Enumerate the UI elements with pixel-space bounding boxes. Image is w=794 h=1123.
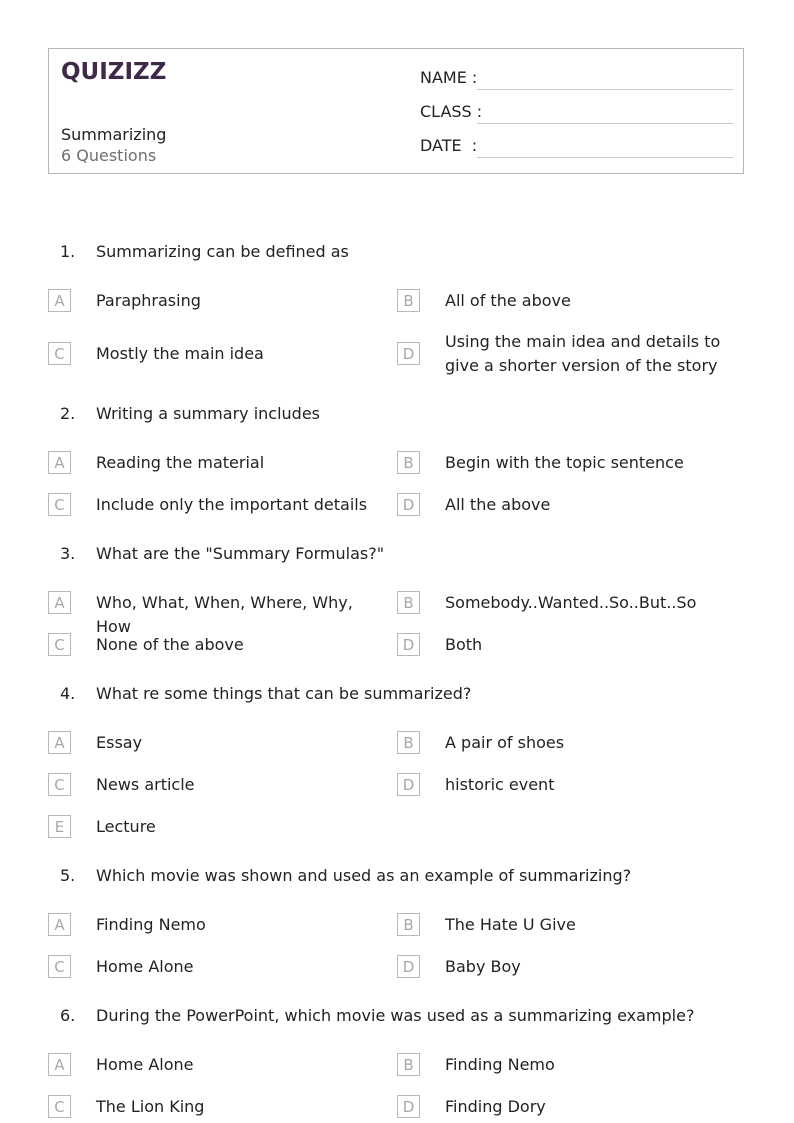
option-text: Include only the important details xyxy=(96,495,368,514)
option-letter-box[interactable]: B xyxy=(397,451,420,474)
question-text: Writing a summary includes xyxy=(96,404,321,423)
class-label: CLASS : xyxy=(420,102,483,121)
question-text: During the PowerPoint, which movie was used as a summarizing example? xyxy=(96,1006,695,1025)
option-text: A pair of shoes xyxy=(445,733,565,752)
option-letter-box[interactable]: C xyxy=(48,955,71,978)
option-text: Paraphrasing xyxy=(96,291,201,310)
option-text: Mostly the main idea xyxy=(96,344,264,363)
question-number: 6. xyxy=(60,1006,76,1025)
name-line[interactable] xyxy=(477,89,733,90)
question-count: 6 Questions xyxy=(61,146,157,165)
option-letter-box[interactable]: D xyxy=(397,493,420,516)
option-letter-box[interactable]: C xyxy=(48,633,71,656)
option-letter-box[interactable]: B xyxy=(397,913,420,936)
question-number: 5. xyxy=(60,866,76,885)
option-text: historic event xyxy=(445,775,555,794)
option-letter-box[interactable]: D xyxy=(397,773,420,796)
option-text: All of the above xyxy=(445,291,571,310)
name-label: NAME : xyxy=(420,68,478,87)
date-line[interactable] xyxy=(477,157,733,158)
question-number: 2. xyxy=(60,404,76,423)
question-number: 3. xyxy=(60,544,76,563)
option-letter-box[interactable]: D xyxy=(397,1095,420,1118)
option-text: Using the main idea and details to give a shorter version of the story xyxy=(445,332,721,375)
option-letter-box[interactable]: C xyxy=(48,493,71,516)
question-text: What re some things that can be summarized? xyxy=(96,684,472,703)
option-letter-box[interactable]: B xyxy=(397,731,420,754)
option-text: The Hate U Give xyxy=(445,915,576,934)
option-text: Finding Nemo xyxy=(96,915,206,934)
option-text: News article xyxy=(96,775,195,794)
question-number: 1. xyxy=(60,242,76,261)
option-letter-box[interactable]: A xyxy=(48,451,71,474)
worksheet-title: Summarizing xyxy=(61,125,167,144)
quizizz-logo: QUIZIZZ xyxy=(61,59,167,85)
question-number: 4. xyxy=(60,684,76,703)
question-text: Summarizing can be defined as xyxy=(96,242,349,261)
option-letter-box[interactable]: A xyxy=(48,1053,71,1076)
option-text: Finding Dory xyxy=(445,1097,546,1116)
option-text: None of the above xyxy=(96,635,244,654)
option-text: Lecture xyxy=(96,817,156,836)
option-letter-box[interactable]: A xyxy=(48,731,71,754)
question-text: Which movie was shown and used as an example of summarizing? xyxy=(96,866,632,885)
option-text: The Lion King xyxy=(96,1097,205,1116)
date-label: DATE : xyxy=(420,136,478,155)
option-text: Essay xyxy=(96,733,143,752)
question-text: What are the "Summary Formulas?" xyxy=(96,544,385,563)
option-text: Finding Nemo xyxy=(445,1055,555,1074)
option-letter-box[interactable]: A xyxy=(48,591,71,614)
option-letter-box[interactable]: B xyxy=(397,1053,420,1076)
option-letter-box[interactable]: A xyxy=(48,289,71,312)
option-letter-box[interactable]: C xyxy=(48,773,71,796)
option-letter-box[interactable]: D xyxy=(397,342,420,365)
worksheet-header xyxy=(48,48,744,174)
option-letter-box[interactable]: B xyxy=(397,591,420,614)
option-text: Home Alone xyxy=(96,957,194,976)
option-letter-box[interactable]: B xyxy=(397,289,420,312)
option-letter-box[interactable]: D xyxy=(397,633,420,656)
option-letter-box[interactable]: C xyxy=(48,342,71,365)
option-text: Who, What, When, Where, Why, How xyxy=(96,593,353,636)
option-letter-box[interactable]: A xyxy=(48,913,71,936)
option-letter-box[interactable]: D xyxy=(397,955,420,978)
option-text: All the above xyxy=(445,495,551,514)
option-text: Begin with the topic sentence xyxy=(445,453,684,472)
option-text: Somebody..Wanted..So..But..So xyxy=(445,593,697,612)
option-text: Reading the material xyxy=(96,453,265,472)
option-text: Both xyxy=(445,635,483,654)
class-line[interactable] xyxy=(477,123,733,124)
option-letter-box[interactable]: C xyxy=(48,1095,71,1118)
option-text: Baby Boy xyxy=(445,957,521,976)
option-letter-box[interactable]: E xyxy=(48,815,71,838)
option-text: Home Alone xyxy=(96,1055,194,1074)
